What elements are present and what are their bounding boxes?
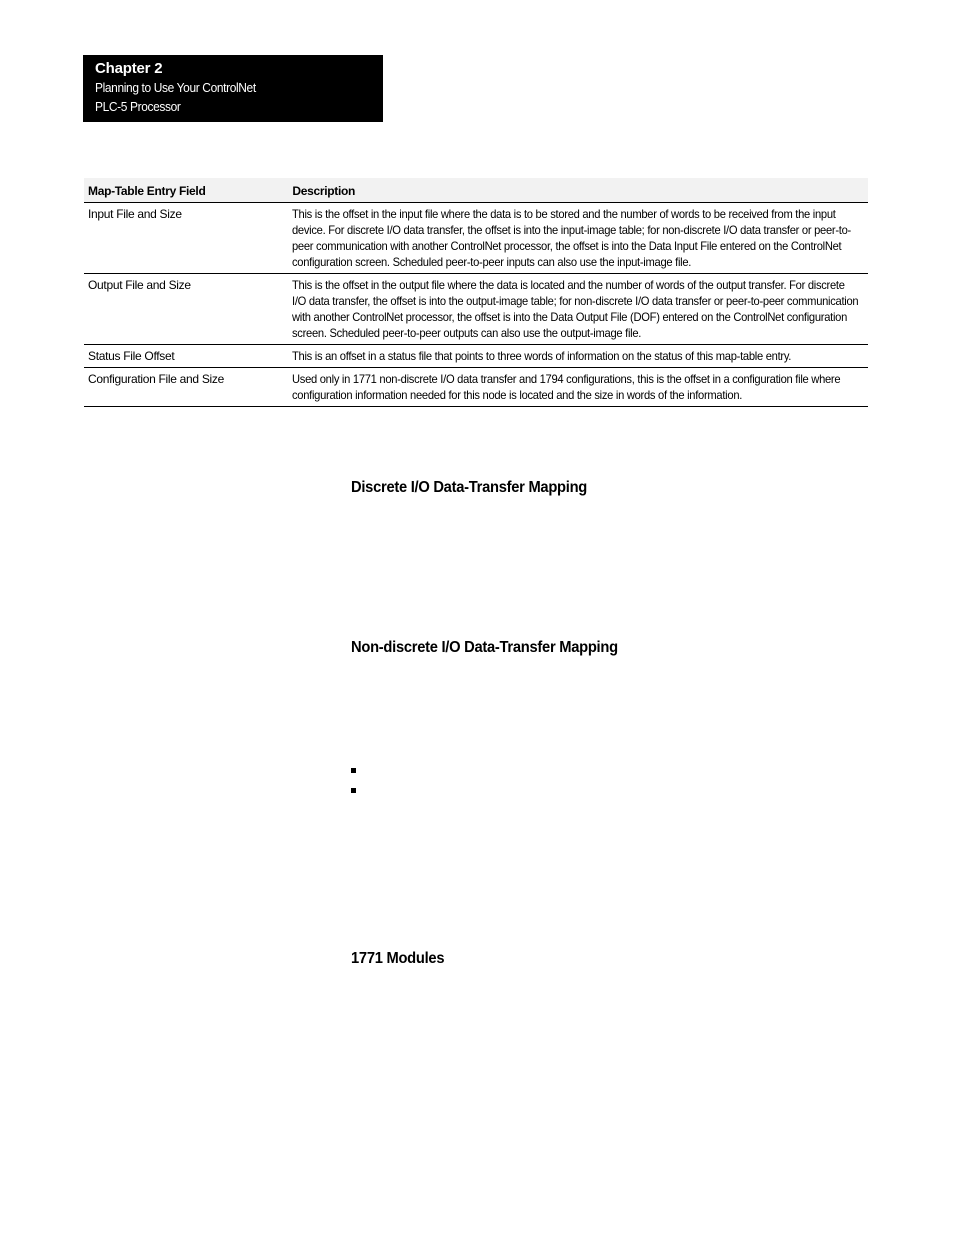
column-header-field: Map-Table Entry Field	[84, 178, 288, 203]
row-field: Input File and Size	[84, 203, 288, 274]
row-field: Output File and Size	[84, 274, 288, 345]
row-description	[288, 274, 868, 345]
table-row	[84, 203, 868, 274]
row-description-text: This is an offset in a status file that points to three words of information on the status of this map-table entry.	[292, 349, 792, 363]
column-header-description: Description	[288, 178, 868, 203]
row-description	[288, 345, 868, 368]
bullet-marker	[351, 788, 356, 793]
chapter-title-line-1: Planning to Use Your ControlNet	[95, 80, 256, 95]
table-row	[84, 368, 868, 407]
row-description-text: This is the offset in the output file where the data is located and the number of words of the output transfer. For discrete I/O data transfer, the offset is into the output-image table; for non-discrete I/O data transfer or peer-to-peer communication with another ControlNet processor, the offset is into the Data Output File (DOF) entered on the ControlNet configuration screen. Scheduled peer-to-peer outputs can also use the output-image file.	[292, 278, 859, 340]
chapter-header	[83, 55, 383, 122]
row-field: Configuration File and Size	[84, 368, 288, 407]
chapter-number: Chapter 2	[95, 60, 163, 77]
heading-discrete-mapping: Discrete I/O Data-Transfer Mapping	[351, 479, 588, 496]
row-description	[288, 203, 868, 274]
heading-1771-modules: 1771 Modules	[351, 950, 445, 967]
row-description	[288, 368, 868, 407]
row-description-text: This is the offset in the input file where the data is to be stored and the number of words to be received from the input device. For discrete I/O data transfer, the offset is into the input-image table; for non-discrete I/O data transfer or peer-to-peer communication with another ControlNet processor, the offset is into the Data Input File entered on the ControlNet configuration screen. Scheduled peer-to-peer inputs can also use the input-image file.	[292, 207, 852, 269]
heading-non-discrete-mapping: Non-discrete I/O Data-Transfer Mapping	[351, 639, 618, 656]
bullet-marker	[351, 768, 356, 773]
table-header-row	[84, 178, 868, 203]
chapter-title-line-2: PLC-5 Processor	[95, 99, 181, 114]
row-field: Status File Offset	[84, 345, 288, 368]
table-row	[84, 274, 868, 345]
row-description-text: Used only in 1771 non-discrete I/O data transfer and 1794 configurations, this is the offset in a configuration file where configuration information needed for this node is located and the size in words of the information.	[292, 372, 841, 402]
map-table	[84, 178, 868, 407]
table-row	[84, 345, 868, 368]
